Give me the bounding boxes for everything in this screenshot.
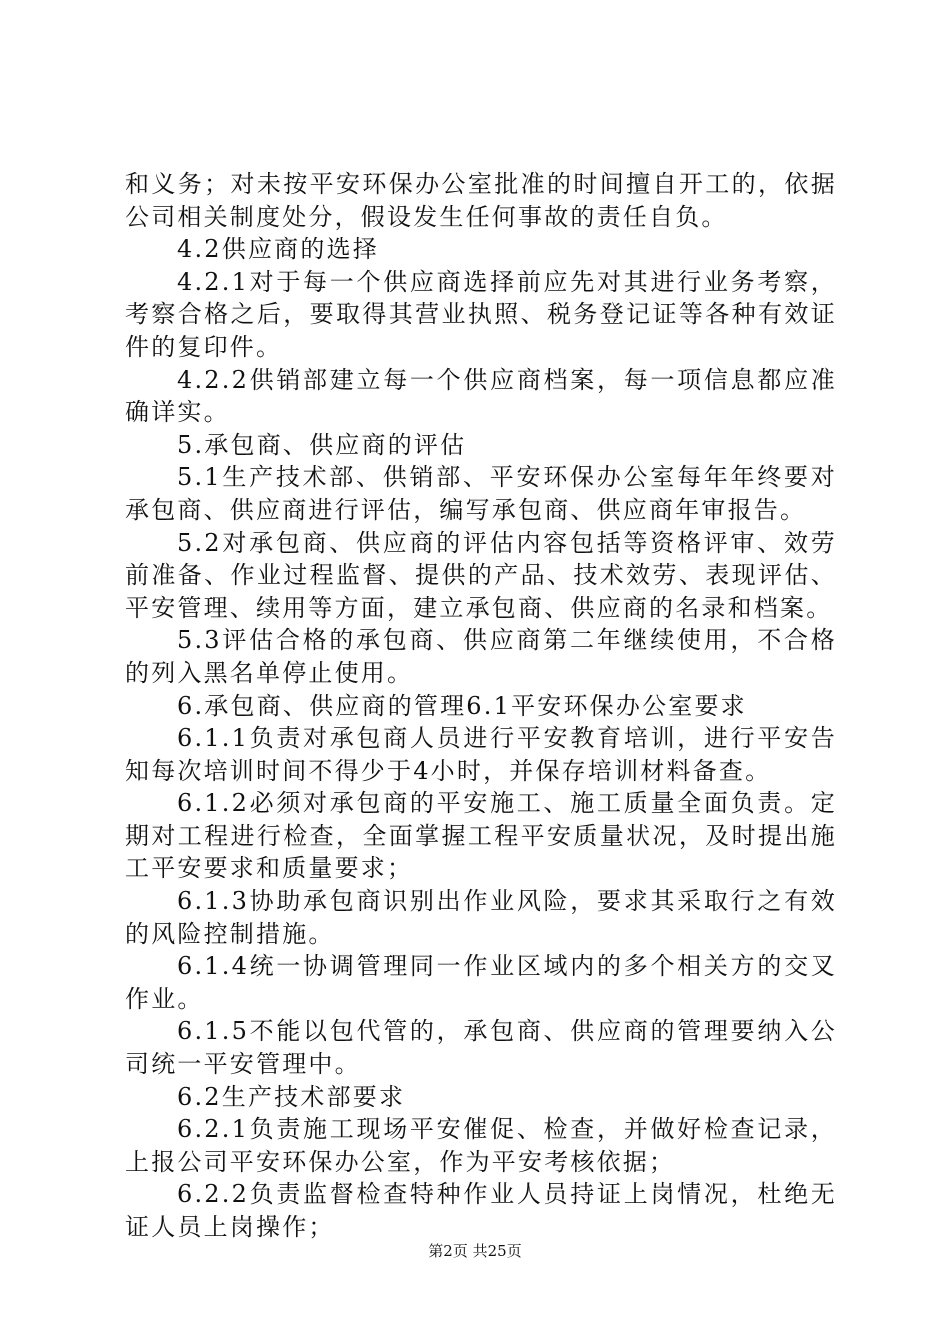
section-heading-4-2: 4.2供应商的选择 (177, 235, 379, 264)
paragraph-6-2-2: 6.2.2负责监督检查特种作业人员持证上岗情况，杜绝无证人员上岗操作； (125, 1180, 837, 1241)
paragraph-6-1-4: 6.1.4统一协调管理同一作业区域内的多个相关方的交叉作业。 (125, 952, 837, 1013)
paragraph-6-1-3: 6.1.3协助承包商识别出作业风险，要求其采取行之有效的风险控制措施。 (125, 887, 837, 948)
document-body (125, 168, 837, 1244)
section-heading-6-2: 6.2生产技术部要求 (177, 1082, 406, 1111)
paragraph-4-2-2: 4.2.2供销部建立每一个供应商档案，每一项信息都应准确详实。 (125, 365, 837, 427)
paragraph-5-3: 5.3评估合格的承包商、供应商第二年继续使用，不合格的列入黑名单停止使用。 (125, 626, 837, 687)
section-heading-5: 5.承包商、供应商的评估 (177, 430, 467, 459)
page-number-footer: 第2页 共25页 (428, 1242, 522, 1260)
paragraph-continued: 和义务；对未按平安环保办公室批准的时间擅自开工的，依据公司相关制度处分，假设发生任何事故的责任自负。 (125, 170, 837, 231)
paragraph-5-2: 5.2对承包商、供应商的评估内容包括等资格评审、效劳前准备、作业过程监督、提供的产品、技术效劳、表现评估、平安管理、续用等方面，建立承包商、供应商的名录和档案。 (125, 528, 837, 622)
paragraph-5-1: 5.1生产技术部、供销部、平安环保办公室每年年终要对承包商、供应商进行评估，编写承包商、供应商年审报告。 (125, 463, 837, 524)
section-heading-6: 6.承包商、供应商的管理6.1平安环保办公室要求 (177, 691, 747, 720)
paragraph-6-1-5: 6.1.5不能以包代管的，承包商、供应商的管理要纳入公司统一平安管理中。 (125, 1017, 837, 1079)
paragraph-6-2-1: 6.2.1负责施工现场平安催促、检查，并做好检查记录，上报公司平安环保办公室，作为平安考核依据； (125, 1115, 837, 1176)
paragraph-6-1-1: 6.1.1负责对承包商人员进行平安教育培训，进行平安告知每次培训时间不得少于4小时，并保存培训材料备查。 (125, 724, 837, 785)
paragraph-6-1-2: 6.1.2必须对承包商的平安施工、施工质量全面负责。定期对工程进行检查，全面掌握工程平安质量状况，及时提出施工平安要求和质量要求； (125, 789, 837, 883)
paragraph-4-2-1: 4.2.1对于每一个供应商选择前应先对其进行业务考察，考察合格之后，要取得其营业执照、税务登记证等各种有效证件的复印件。 (125, 267, 837, 361)
